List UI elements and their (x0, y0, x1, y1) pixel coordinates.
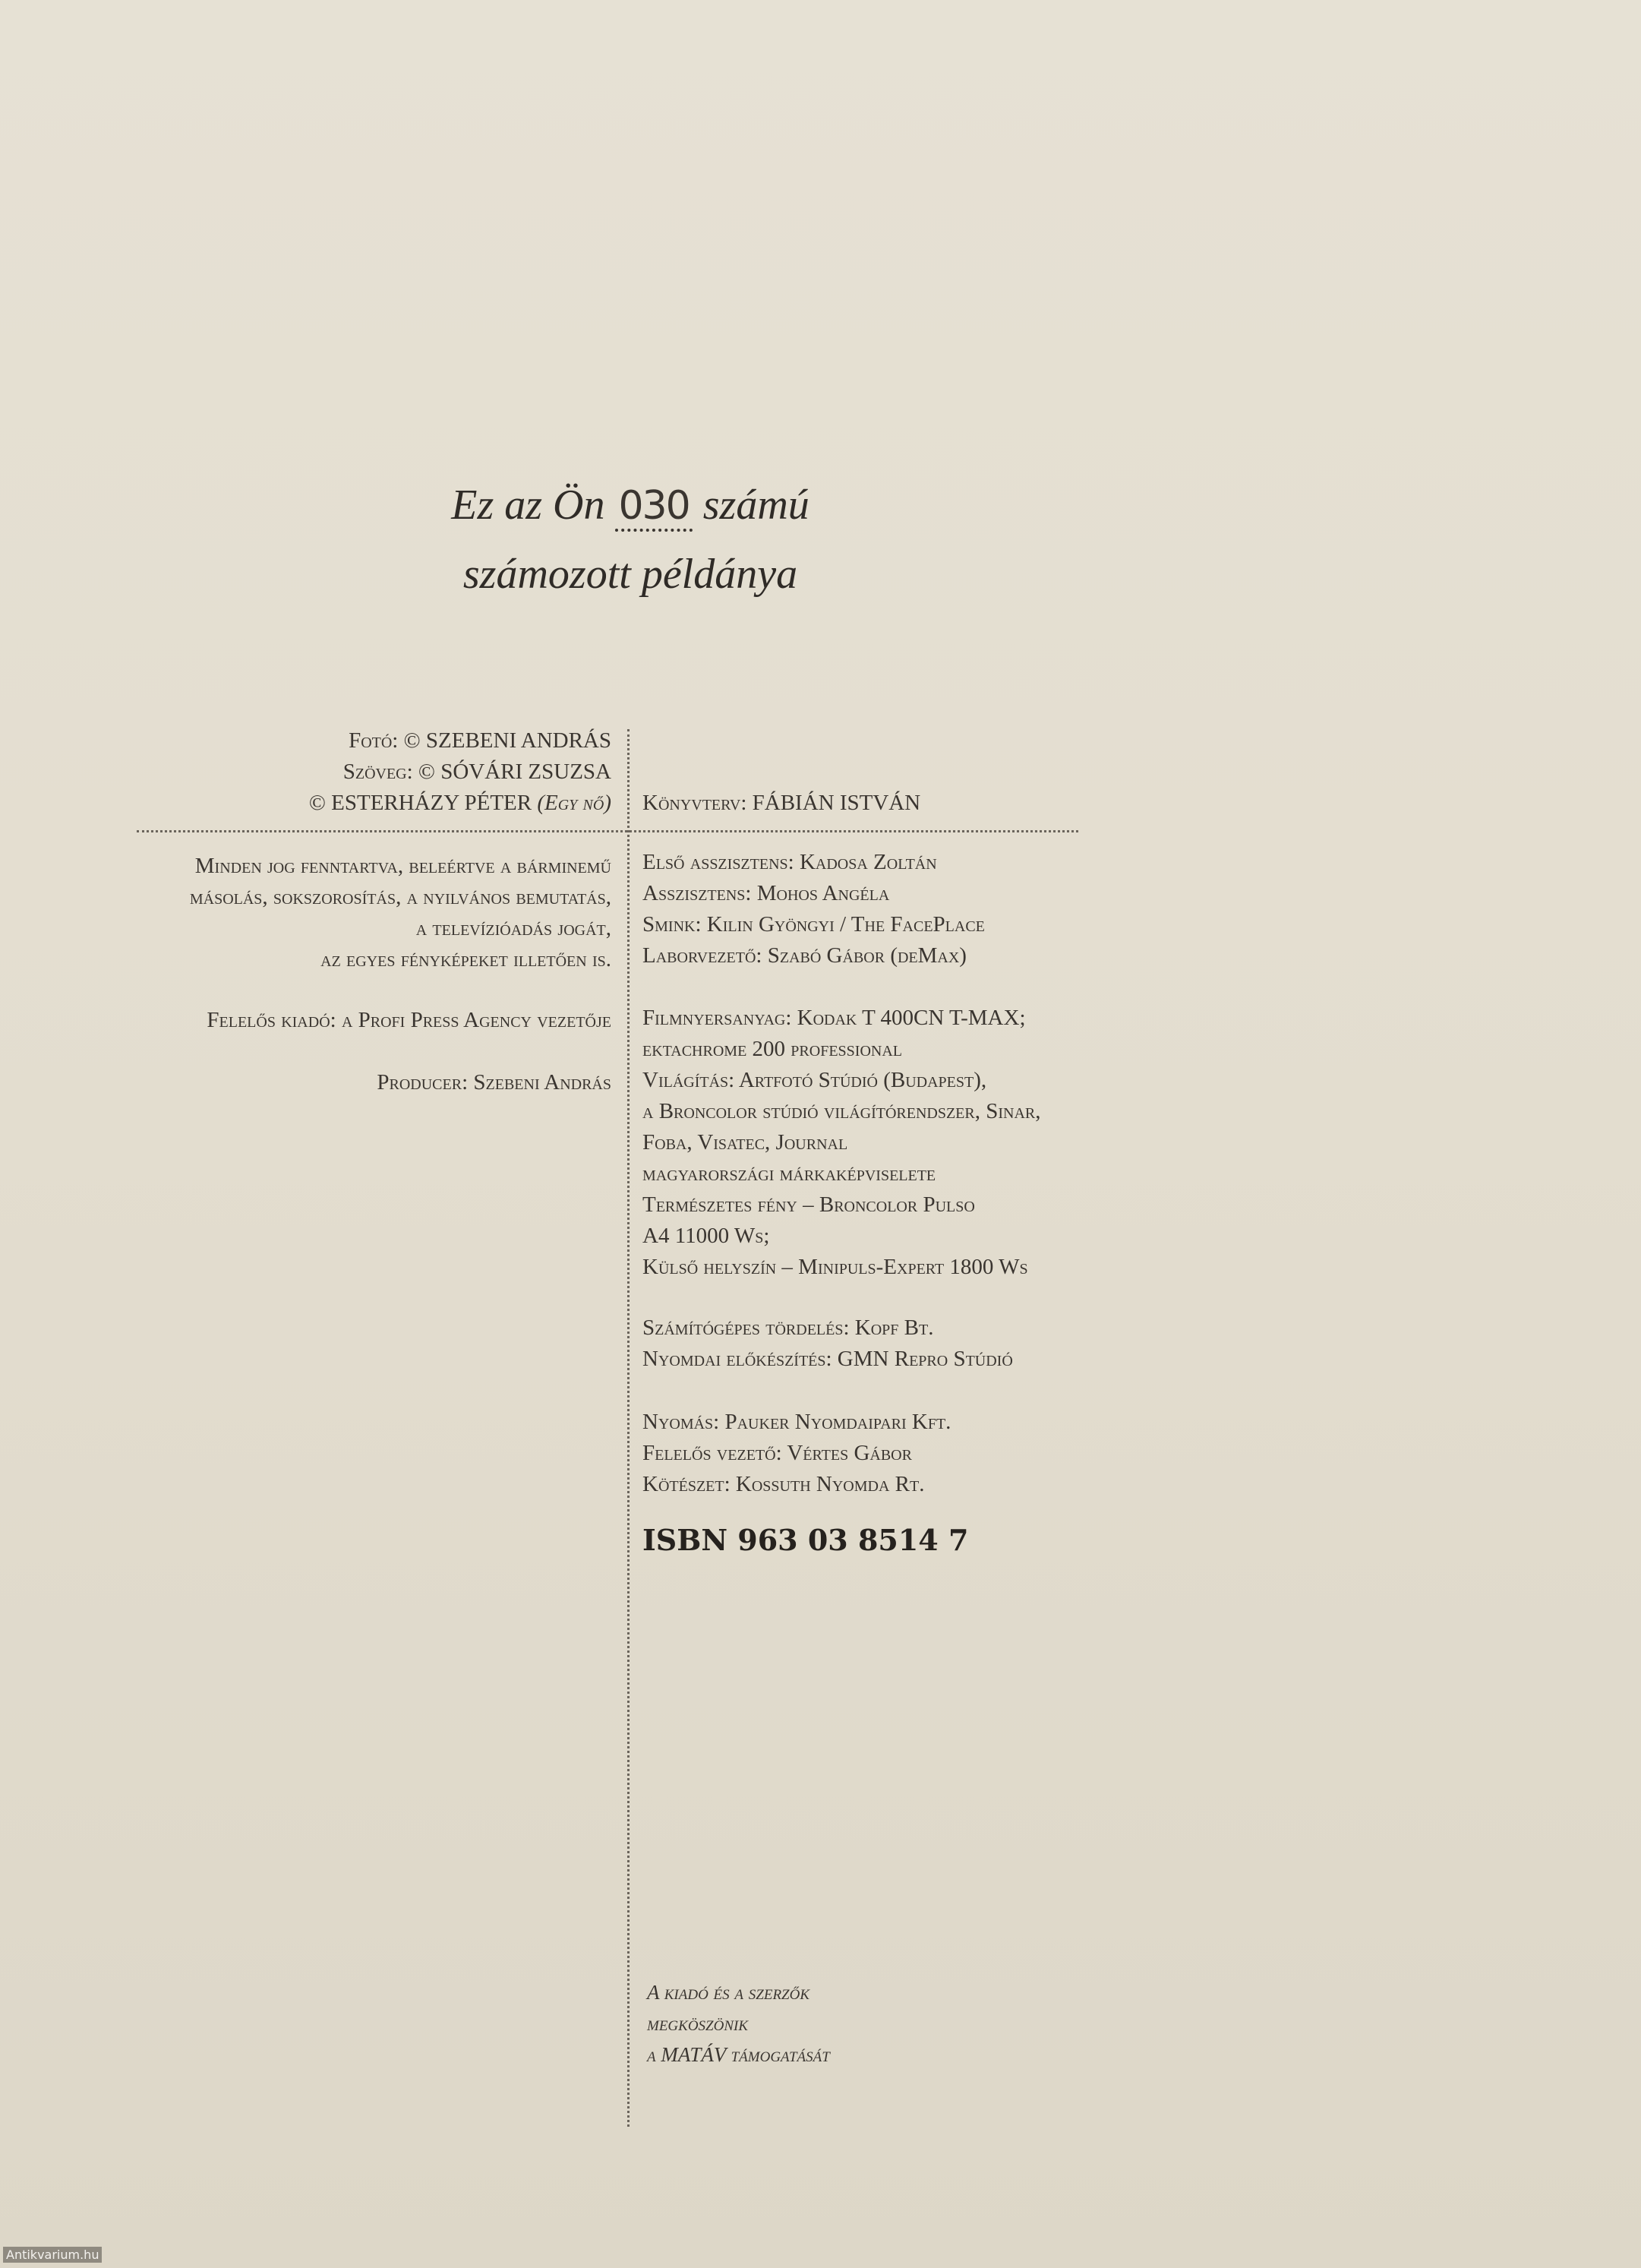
esterhazy-credit (309, 788, 611, 819)
rights-line: a televízióadás jogát, (415, 916, 611, 940)
technical-line: Külső helyszín – Minipuls-Expert 1800 Ws (642, 1255, 1028, 1279)
site-watermark: Antikvarium.hu (3, 2247, 102, 2263)
publisher-credit: Felelős kiadó: a Profi Press Agency vezetője (207, 1008, 611, 1032)
producer-credit: Producer: Szebeni András (377, 1070, 611, 1095)
esterhazy-work: (Egy nő) (537, 791, 611, 815)
binding-credit: Kötészet: Kossuth Nyomda Rt. (642, 1472, 925, 1496)
print-manager-credit: Felelős vezető: Vértes Gábor (642, 1441, 912, 1465)
book-design-credit: Könyvterv: FÁBIÁN ISTVÁN (642, 791, 921, 815)
typesetting-credit: Számítógépes tördelés: Kopf Bt. (642, 1316, 934, 1340)
horizontal-dotted-divider (137, 830, 1078, 832)
prepress-credit: Nyomdai előkészítés: GMN Repro Stúdió (642, 1347, 1013, 1371)
producer-block (377, 1067, 611, 1098)
vertical-dotted-divider (627, 729, 630, 2127)
edition-text-before: Ez az Ön (451, 482, 605, 529)
technical-line: A4 11000 Ws; (642, 1224, 770, 1248)
technical-line: magyarországi márkaképviselete (642, 1161, 936, 1186)
edition-line-1 (364, 471, 896, 540)
acknowledgement-line: megköszönik (647, 2012, 749, 2035)
edition-line-2: számozott példánya (462, 551, 798, 598)
rights-line: az egyes fényképeket illetően is. (320, 947, 611, 971)
esterhazy-name: © ESTERHÁZY PÉTER (308, 791, 532, 815)
isbn-number: ISBN 963 03 8514 7 (642, 1523, 969, 1557)
technical-line: Világítás: Artfotó Stúdió (Budapest), (642, 1068, 987, 1092)
assistant-credits (642, 847, 985, 971)
author-credits (309, 725, 611, 819)
publisher-block (207, 1005, 611, 1036)
acknowledgement-line: a MATÁV támogatását (647, 2043, 830, 2066)
rights-line: Minden jog fenntartva, beleértve a bárminemű (194, 854, 611, 878)
technical-line: Foba, Visatec, Journal (642, 1130, 848, 1155)
copy-number: 030 (615, 483, 692, 532)
book-design-credit-block (642, 788, 920, 819)
technical-line: ektachrome 200 professional (642, 1037, 902, 1061)
photo-credit: Fotó: © SZEBENI ANDRÁS (349, 728, 611, 753)
technical-credits (642, 1003, 1041, 1283)
rights-line: másolás, sokszorosítás, a nyilvános bemutatás, (189, 885, 611, 909)
text-credit: Szöveg: © SÓVÁRI ZSUZSA (342, 760, 611, 784)
printing-credits (642, 1407, 951, 1500)
acknowledgement (647, 1977, 830, 2071)
rights-notice (190, 851, 611, 975)
acknowledgement-line: A kiadó és a szerzők (647, 1981, 810, 2004)
lab-manager-credit: Laborvezető: Szabó Gábor (deMax) (642, 943, 967, 968)
prepress-credits (642, 1312, 1013, 1375)
printing-credit: Nyomás: Pauker Nyomdaipari Kft. (642, 1410, 951, 1434)
first-assistant-credit: Első asszisztens: Kadosa Zoltán (642, 850, 937, 874)
technical-line: a Broncolor stúdió világítórendszer, Sinar, (642, 1099, 1041, 1123)
numbered-copy-statement (364, 471, 896, 608)
edition-text-after: számú (702, 482, 809, 529)
technical-line: Természetes fény – Broncolor Pulso (642, 1192, 975, 1217)
technical-line: Filmnyersanyag: Kodak T 400CN T-MAX; (642, 1006, 1026, 1030)
assistant-credit: Asszisztens: Mohos Angéla (642, 881, 890, 905)
makeup-credit: Smink: Kilin Gyöngyi / The FacePlace (642, 912, 985, 937)
